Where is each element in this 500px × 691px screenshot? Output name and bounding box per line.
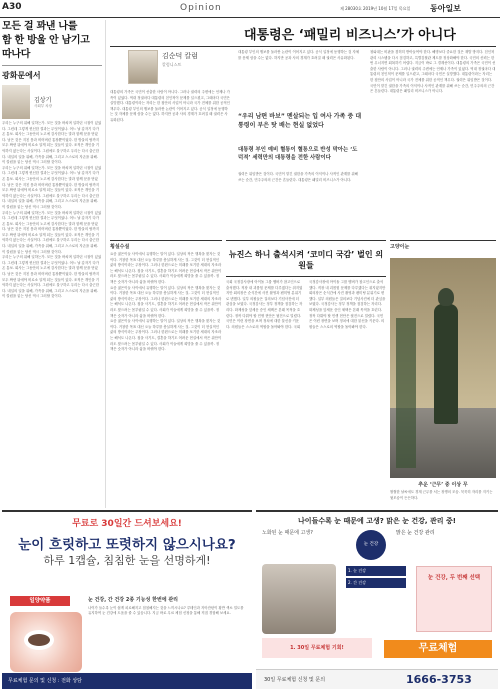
ad-right-question: 노화된 눈 때문에 고생? — [262, 530, 313, 536]
main-body-2: 대통령 부인의 행보를 둘러싼 논란이 이어지고 있다. 공식 일정에 동행하는 것 자체를 문제 삼을 수는 없다. 하지만 공과 사의 경계가 흐려질 때 권력은 사유화된다. — [238, 50, 360, 60]
ad-left-subheadline: 하루 1캡슐, 침침한 눈을 선명하게! — [43, 554, 211, 567]
main-body-1-text: 대통령의 가족은 국민이 선출한 사람이 아니다. 그러나 권력의 주변에는 언제나 가족이 있었다. 역대 정권마다 대통령의 친인척이 문제를 일으켰고, 그때마다 국민은 실망했다. 대통령이라는 자리는 한 집안의 사업이 아니라 국가 전체를 위한 공적인 책무다. — [110, 90, 230, 111]
main-body-1 — [110, 90, 230, 238]
pull-quote-1: “우리 남편 바보” 멘살되는 입 여사 가족 중 대통령이 부은 탓 배는 현실 없었다 — [238, 113, 362, 129]
contact-number[interactable]: 1666-3753 — [406, 673, 472, 686]
ad-left-body: 나이가 들수록 눈이 쉽게 피로해지고 침침해지는 것을 느끼시나요? 루테인과 지아잔틴이 황반 색소 밀도를 유지하여 눈 건강에 도움을 줄 수 있습니다. 지금 바로 무료 체험 신청을 통해 직접 경험해 보세요. — [88, 606, 244, 616]
contact-label: 30일 무료체험 신청 및 문의 — [264, 677, 326, 683]
author-role: 사회부 차장 — [34, 104, 53, 108]
ad-right-note: 맑은 눈 건강 관리 — [396, 530, 435, 536]
left-body-cont-3: 우리는 누구의 위해 일하는가. 모든 것을 바치며 일하던 시절이 있었다. 그런데 그렇게 헌신한 결과는 무엇이었나. 어느 날 갑자기 다가온 통보. 회사는 그동안의 노고에 감사한다는 말과 함께 문을 닫았다. 남은 것은 지친 몸과 비어버린 통장뿐이었다. 한 방울의 땀까지 모두 짜낸 뒤에야 비로소 알게 되는 것들이 있다. 조직은 개인을 기억하지 않는다는 사실이다. 그럼에도 불구하고 우리는 다시 출근한다. 내일의 일을 위해, 가족을 위해, 그리고 스스로의 자존을 위해. 이 칼럼을 읽는 당신 역시 그러할 것이다. — [2, 255, 102, 299]
ad-right-offer: 1. 30일 무료체험 기회! — [262, 638, 372, 658]
ad-right-top: 나이들수록 눈 때문에 고생? 맑은 눈 건강, 관리 중! — [298, 517, 456, 525]
free-trial-button[interactable]: 무료체험 — [384, 640, 492, 658]
ad-right-list — [346, 566, 406, 590]
main-body-4-cont: 대통령의 가족은 국민이 선출한 사람이 아니다. 그러나 권력의 주변에는 언제나 가족이 있었다. 역대 정권마다 대통령의 친인척이 문제를 일으켰고, 그때마다 국민은 실망했다. 대통령이라는 자리는 한 집안의 사업이 아니라 국가 전체를 위한 공적인 책무다. — [370, 61, 496, 82]
issue-info: 제 28030호 2019년 10월 17일 목요일 — [340, 6, 411, 11]
divider — [226, 276, 386, 277]
main-article — [110, 20, 496, 238]
author-name: 김상기 — [34, 97, 52, 104]
left-column — [2, 20, 106, 508]
main-body-4-text: 청와대는 비판을 겸허히 받아들여야 한다. 해명보다 중요한 것은 재발 방지다. 친인척 관리 시스템을 다시 점검하고, 특별감찰관 제도를 정상화해야 한다. 국민의 신뢰는 한번 무너지면 회복하기 어렵다. 지금이 바로 그 경계선이다. — [370, 50, 495, 66]
author-role: 칼럼니스트 — [162, 62, 182, 67]
ad-right-badge-2: 2. 간 건강 — [346, 578, 406, 588]
ad-right-circle: 눈 건강 — [356, 530, 386, 560]
mid-left-body: 요즘 젊은이들 사이에서 유행하는 말이 있다. 일상의 작은 행복을 찾자는 것이다. 거창한 목표 대신 오늘 하루를 충실하게 사는 것. 그것이 더 현실적인 삶의 방식이라는 주장이다. 그러나 한편으로는 미래를 포기한 세대의 자조라는 해석도 나온다. 집을 사기도, 결혼을 하기도 어려운 현실에서 작은 위안이라도 찾으려는 몸부림일 수 있다. 사회가 이들에게 희망을 줄 수 있을까. 정책은 숫자가 아니라 삶을 바꿔야 한다. — [110, 252, 222, 284]
photo-caption: 추운 ‘근무’ 중 이상 무 — [418, 482, 468, 488]
news-body-text: 국회 국정감사장에 아이돌 그룹 멤버가 참고인으로 출석했다. 직장 내 괴롭힘 문제를 다루겠다는 취지였지만 회의장은 순식간에 사진 촬영과 팬미팅 분위기로 변했다. 일부 의원들은 질의보다 기념사진에 더 관심을 보였다. 국정감사는 정부 정책을 점검하는 자리다. 화제성을 앞세운 증인 채택은 본래 목적을 흐린다. 정작 다뤄야 할 민생 현안은 뒷전으로 밀렸다. 국민은 이런 장면을 보며 정치에 대한 불신을 키운다. 의원들은 스스로의 역할을 돌아봐야 한다. — [226, 280, 303, 329]
column-label: 광화문에서 — [2, 71, 41, 80]
news-body — [226, 280, 386, 330]
ad-right-contact — [256, 669, 498, 689]
news-body-cont: 국회 국정감사장에 아이돌 그룹 멤버가 참고인으로 출석했다. 직장 내 괴롭힘 문제를 다루겠다는 취지였지만 회의장은 순식간에 사진 촬영과 팬미팅 분위기로 변했다. 일부 의원들은 질의보다 기념사진에 더 관심을 보였다. 국정감사는 정부 정책을 점검하는 자리다. 화제성을 앞세운 증인 채택은 본래 목적을 흐린다. 정작 다뤄야 할 민생 현안은 뒷전으로 밀렸다. 국민은 이런 장면을 보며 정치에 대한 불신을 키운다. 의원들은 스스로의 역할을 돌아봐야 한다. — [293, 280, 386, 329]
left-body-cont-2: 우리는 누구의 위해 일하는가. 모든 것을 바치며 일하던 시절이 있었다. 그런데 그렇게 헌신한 결과는 무엇이었나. 어느 날 갑자기 다가온 통보. 회사는 그동안의 노고에 감사한다는 말과 함께 문을 닫았다. 남은 것은 지친 몸과 비어버린 통장뿐이었다. 한 방울의 땀까지 모두 짜낸 뒤에야 비로소 알게 되는 것들이 있다. 조직은 개인을 기억하지 않는다는 사실이다. 그럼에도 불구하고 우리는 다시 출근한다. 내일의 일을 위해, 가족을 위해, 그리고 스스로의 자존을 위해. 이 칼럼을 읽는 당신 역시 그러할 것이다. — [2, 210, 102, 254]
author-photo — [128, 50, 158, 84]
left-headline-2: 함 한 방울 안 남기고 따나다 — [2, 35, 90, 60]
eye-image — [10, 612, 82, 672]
soldier-photo — [390, 258, 496, 478]
divider — [2, 65, 102, 66]
left-body: 우리는 누구의 위해 일하는가. 모든 것을 바치며 일하던 시절이 있었다. 그런데 그렇게 헌신한 결과는 무엇이었나. 어느 날 갑자기 다가온 통보. 회사는 그동안의 노고에 감사한다는 말과 함께 문을 닫았다. 남은 것은 지친 몸과 비어버린 통장뿐이었다. 한 방울의 땀까지 모두 짜낸 뒤에야 비로소 알게 되는 것들이 있다. 조직은 개인을 기억하지 않는다는 사실이다. 그럼에도 불구하고 우리는 다시 출근한다. 내일의 일을 위해, 가족을 위해, 그리고 스스로의 자존을 위해. 이 칼럼을 읽는 당신 역시 그러할 것이다. — [2, 121, 102, 165]
main-body-3: 권력은 위임받은 것이다. 국민이 맡긴 권한을 가족의 이익이나 사적인 관계를 위해 쓰는 순간, 민주주의의 근간은 흔들린다. 대통령은 패밀리 비즈니스가 아니다. — [238, 172, 358, 182]
photo-tree — [396, 318, 416, 468]
advertisement-left[interactable] — [2, 510, 252, 689]
advertisement-right[interactable] — [256, 510, 498, 689]
left-body-cont: 우리는 누구의 위해 일하는가. 모든 것을 바치며 일하던 시절이 있었다. 그런데 그렇게 헌신한 결과는 무엇이었나. 어느 날 갑자기 다가온 통보. 회사는 그동안의 노고에 감사한다는 말과 함께 문을 닫았다. 남은 것은 지친 몸과 비어버린 통장뿐이었다. 한 방울의 땀까지 모두 짜낸 뒤에야 비로소 알게 되는 것들이 있다. 조직은 개인을 기억하지 않는다는 사실이다. 그럼에도 불구하고 우리는 다시 출근한다. 내일의 일을 위해, 가족을 위해, 그리고 스스로의 자존을 위해. 이 칼럼을 읽는 당신 역시 그러할 것이다. — [2, 165, 102, 209]
main-body-4 — [370, 50, 496, 238]
ad-left-footer[interactable] — [2, 673, 252, 689]
photo-box — [390, 240, 496, 508]
section-text: Opinion — [180, 3, 222, 13]
author-photo — [2, 85, 30, 119]
ad-right-badge-1: 1. 눈 건강 — [346, 566, 406, 576]
pull-quote-2: 대통령 부인 예비 혈통이 혈통으로 반성 막아는 ‘도덕적’ 세력만의 대통령을 전한 사람이다 — [238, 147, 358, 161]
column-label: 횡설수설 — [110, 244, 130, 250]
main-headline: 대통령은 ‘패밀리 비즈니스’가 아니다 — [244, 28, 456, 43]
ad-right-product: 눈 건강, 두 번째 선택 — [416, 566, 492, 632]
ad-left-headline: 눈이 흐릿하고 또렷하지 않으시나요? — [18, 537, 236, 553]
photo-soldier-head — [438, 288, 454, 306]
paper-name: 동아일보 — [430, 4, 461, 13]
page-header — [0, 0, 500, 18]
ad-right-photo — [262, 564, 336, 634]
photo-label: 고양이눈 — [390, 244, 410, 250]
photo-body: 쌀쌀한 날씨에도 경계 근무를 서는 장병의 모습. 묵묵히 자리를 지키는 뒷모습이 든든하다. — [390, 490, 493, 500]
left-headline-1: 모든 걸 꽈낸 나를 — [2, 21, 78, 32]
divider — [110, 46, 496, 47]
author-name: 김순덕 칼럼 — [162, 52, 199, 60]
news-article — [226, 240, 386, 508]
ad-left-top — [2, 516, 252, 529]
mid-left-body-cont: 요즘 젊은이들 사이에서 유행하는 말이 있다. 일상의 작은 행복을 찾자는 것이다. 거창한 목표 대신 오늘 하루를 충실하게 사는 것. 그것이 더 현실적인 삶의 방식이라는 주장이다. 그러나 한편으로는 미래를 포기한 세대의 자조라는 해석도 나온다. 집을 사기도, 결혼을 하기도 어려운 현실에서 작은 위안이라도 찾으려는 몸부림일 수 있다. 사회가 이들에게 희망을 줄 수 있을까. 정책은 숫자가 아니라 삶을 바꿔야 한다. — [110, 285, 222, 318]
main-body-4-cont2: 권력은 위임받은 것이다. 국민이 맡긴 권한을 가족의 이익이나 사적인 관계를 위해 쓰는 순간, 민주주의의 근간은 흔들린다. 대통령은 패밀리 비즈니스가 아니다. — [370, 77, 495, 94]
mid-left-column — [110, 240, 222, 508]
main-body-2-text: 대통령 부인의 행보를 둘러싼 논란이 이어지고 있다. 공식 일정에 동행하는 것 자체를 문제 삼을 수는 없다. 하지만 공과 사의 경계가 흐려질 때 권력은 사유화된다. — [110, 106, 228, 122]
ad-left-footer-text: 무료체험 문의 및 신청 : 전화 상담 — [8, 678, 83, 684]
ad-left-heading: 눈 건강, 간 건강 2종 기능성 한번에 관리 — [88, 597, 179, 603]
news-headline: 뉴진스 하니 출석시켜 ‘코미디 국감’ 벌인 의원들 — [228, 250, 384, 270]
ad-left-top-text: 무료로 30일간 드셔보세요! — [72, 519, 182, 529]
ad-left-logo: 일양약품 — [10, 596, 70, 606]
photo-soldier — [434, 304, 458, 424]
page-number: A30 — [2, 2, 22, 12]
section-name — [180, 3, 222, 13]
mid-left-body-cont-2: 요즘 젊은이들 사이에서 유행하는 말이 있다. 일상의 작은 행복을 찾자는 것이다. 거창한 목표 대신 오늘 하루를 충실하게 사는 것. 그것이 더 현실적인 삶의 방식이라는 주장이다. 그러나 한편으로는 미래를 포기한 세대의 자조라는 해석도 나온다. 집을 사기도, 결혼을 하기도 어려운 현실에서 작은 위안이라도 찾으려는 몸부림일 수 있다. 사회가 이들에게 희망을 줄 수 있을까. 정책은 숫자가 아니라 삶을 바꿔야 한다. — [110, 319, 222, 352]
